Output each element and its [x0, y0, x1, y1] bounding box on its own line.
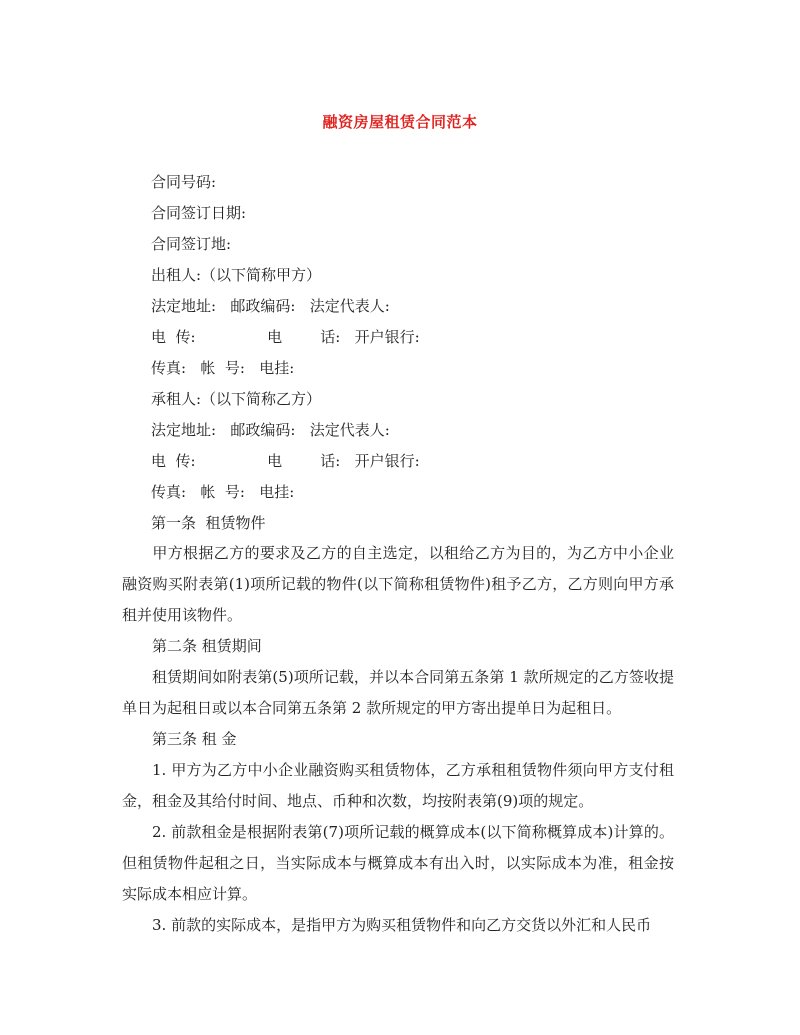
- lessee-address-line: 法定地址: 邮政编码: 法定代表人:: [151, 421, 390, 439]
- article-2-heading: 第二条 租赁期间: [152, 637, 262, 655]
- lessor-account-line: 传真: 帐 号: 电挂:: [151, 359, 295, 377]
- document-title: 融资房屋租赁合同范本: [322, 113, 478, 131]
- lessee-line: 承租人:（以下简称乙方）: [151, 390, 322, 408]
- contract-number-line: 合同号码:: [151, 173, 217, 191]
- article-1-body: 甲方根据乙方的要求及乙方的自主选定，以租给乙方为目的，为乙方中小企业融资购买附表第(1)项所记载的物件(以下简称租赁物件)租予乙方，乙方则向甲方承租并使用该物件。: [122, 544, 674, 624]
- article-2-body: 租赁期间如附表第(5)项所记载，并以本合同第五条第 1 款所规定的乙方签收提单日为起租日或以本合同第五条第 2 款所规定的甲方寄出提单日为起租日。: [122, 668, 674, 717]
- lessor-address-line: 法定地址: 邮政编码: 法定代表人:: [151, 297, 390, 315]
- lessee-fax-line: 电 传: 电 话: 开户银行:: [151, 452, 420, 470]
- contract-sign-date-line: 合同签订日期:: [151, 204, 247, 222]
- article-3-clause-2: 2. 前款租金是根据附表第(7)项所记载的概算成本(以下简称概算成本)计算的。但租赁物件起租之日，当实际成本与概算成本有出入时，以实际成本为准，租金按实际成本相应计算。: [122, 823, 674, 903]
- article-3-clause-1: 1. 甲方为乙方中小企业融资购买租赁物体，乙方承租租赁物件须向甲方支付租金，租金及其给付时间、地点、币种和次数，均按附表第(9)项的规定。: [122, 761, 674, 810]
- lessee-account-line: 传真: 帐 号: 电挂:: [151, 483, 295, 501]
- lessor-fax-line: 电 传: 电 话: 开户银行:: [151, 328, 420, 346]
- contract-sign-place-line: 合同签订地:: [151, 235, 232, 253]
- article-1-heading: 第一条 租赁物件: [151, 514, 266, 532]
- article-3-clause-3: 3. 前款的实际成本，是指甲方为购买租赁物件和向乙方交货以外汇和人民币: [152, 916, 652, 934]
- article-3-heading: 第三条 租 金: [152, 730, 237, 748]
- lessor-line: 出租人:（以下简称甲方）: [151, 266, 322, 284]
